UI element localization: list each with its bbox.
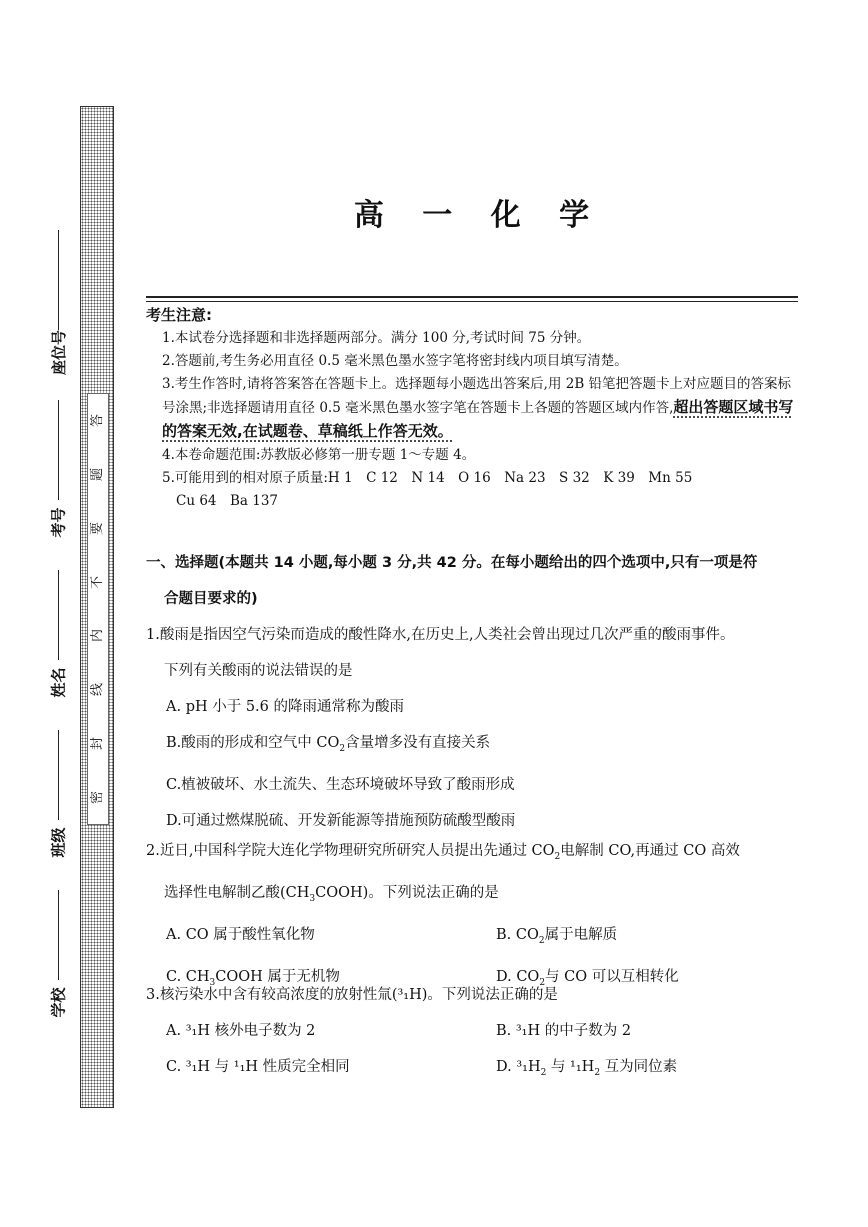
exam-notice bbox=[146, 304, 798, 513]
notice-item-text: 3.考生作答时,请将答案答在答题卡上。选择题每小题选出答案后,用 2B 铅笔把答题卡上对应题目的答案标号涂黑;非选择题请用直径 0.5 毫米黑色墨水签字笔在答题卡上各题的答题区域内作答, bbox=[162, 376, 792, 416]
notice-item: 4.本卷命题范围:苏教版必修第一册专题 1～专题 4。 bbox=[162, 447, 476, 463]
option-c-text: C. CH bbox=[166, 968, 210, 985]
question-stem: 1.酸雨是指因空气污染而造成的酸性降水,在历史上,人类社会曾出现过几次严重的酸雨事件。 bbox=[146, 627, 735, 643]
subscript: 2 bbox=[538, 935, 545, 946]
question-stem: 3.核污染水中含有较高浓度的放射性氚(³₁H)。下列说法正确的是 bbox=[146, 987, 558, 1003]
option-row bbox=[146, 1013, 806, 1049]
seat-number-field[interactable] bbox=[38, 230, 78, 375]
seal-char: 不 bbox=[90, 575, 106, 589]
option-b-text: 含量增多没有直接关系 bbox=[345, 735, 491, 751]
seal-char: 线 bbox=[90, 683, 106, 697]
option-c[interactable]: C.植被破坏、水土流失、生态环境破坏导致了酸雨形成 bbox=[166, 776, 515, 793]
option-row bbox=[146, 1049, 806, 1091]
subscript: 2 bbox=[339, 743, 346, 754]
option-b-text: B. CO bbox=[496, 926, 539, 943]
notice-item: 5.可能用到的相对原子质量:H 1 C 12 N 14 O 16 Na 23 S 32 K 39 Mn 55 bbox=[162, 470, 693, 486]
stem-text: 2.近日,中国科学院大连化学物理研究所研究人员提出先通过 CO bbox=[146, 843, 555, 859]
option-c-text: COOH 属于无机物 bbox=[215, 968, 340, 985]
subscript: 2 bbox=[554, 851, 561, 862]
notice-item: 1.本试卷分选择题和非选择题两部分。满分 100 分,考试时间 75 分钟。 bbox=[162, 330, 591, 346]
option-d[interactable]: D.可通过燃煤脱硫、开发新能源等措施预防硫酸型酸雨 bbox=[166, 812, 516, 829]
exam-number-field[interactable] bbox=[38, 400, 78, 545]
section-heading-line: 合题目要求的) bbox=[164, 591, 258, 607]
name-label: 姓名 bbox=[49, 667, 68, 698]
page-title: 高 一 化 学 bbox=[353, 198, 604, 233]
option-d-text: 与 CO 可以互相转化 bbox=[545, 968, 679, 985]
option-d[interactable] bbox=[476, 1049, 806, 1091]
notice-item-emphasis: 超出答题区域书写的答案无效,在试题卷、草稿纸上作答无效。 bbox=[162, 398, 794, 440]
exam-number-label: 考号 bbox=[49, 507, 68, 538]
class-label: 班级 bbox=[49, 827, 68, 858]
option-b[interactable] bbox=[146, 725, 806, 767]
option-a[interactable]: A. ³₁H 核外电子数为 2 bbox=[166, 1023, 316, 1039]
notice-item: Cu 64 Ba 137 bbox=[176, 493, 279, 509]
seat-number-label: 座位号 bbox=[49, 329, 68, 376]
seal-char: 密 bbox=[90, 790, 106, 804]
notice-item: 2.答题前,考生务必用直径 0.5 毫米黑色墨水签字笔将密封线内项目填写清楚。 bbox=[162, 353, 628, 369]
subscript: 2 bbox=[539, 977, 546, 988]
divider bbox=[146, 301, 798, 302]
option-b[interactable] bbox=[476, 917, 806, 959]
class-field[interactable] bbox=[38, 730, 78, 865]
option-d-text: 互为同位素 bbox=[600, 1059, 678, 1075]
option-a[interactable]: A. pH 小于 5.6 的降雨通常称为酸雨 bbox=[166, 699, 405, 715]
option-a[interactable]: A. CO 属于酸性氧化物 bbox=[166, 926, 315, 943]
section-heading-line: 一、选择题(本题共 14 小题,每小题 3 分,共 42 分。在每小题给出的四个选项中,只有一项是符 bbox=[146, 555, 758, 571]
seal-line-notice bbox=[87, 393, 109, 825]
option-b-text: B.酸雨的形成和空气中 CO bbox=[166, 735, 340, 751]
option-b-text: 属于电解质 bbox=[544, 926, 618, 943]
subscript: 3 bbox=[209, 977, 216, 988]
stem-text: 电解制 CO,再通过 CO 高效 bbox=[560, 843, 740, 859]
seal-char: 题 bbox=[90, 468, 106, 482]
school-label: 学校 bbox=[49, 987, 68, 1018]
divider bbox=[146, 296, 798, 298]
seal-char: 答 bbox=[90, 414, 106, 428]
question-stem bbox=[146, 833, 806, 875]
stem-text: COOH)。下列说法正确的是 bbox=[315, 884, 499, 901]
question-stem: 下列有关酸雨的说法错误的是 bbox=[164, 663, 353, 679]
seal-char: 要 bbox=[90, 521, 106, 535]
option-d-text: D. CO bbox=[496, 968, 540, 985]
option-d-text: 与 ¹₁H bbox=[546, 1059, 595, 1075]
school-field[interactable] bbox=[38, 890, 78, 1025]
option-b[interactable]: B. ³₁H 的中子数为 2 bbox=[496, 1023, 632, 1039]
question-1 bbox=[146, 617, 806, 839]
subscript: 3 bbox=[309, 893, 316, 904]
question-stem bbox=[146, 875, 806, 917]
notice-heading: 考生注意: bbox=[146, 306, 212, 324]
stem-text: 选择性电解制乙酸(CH bbox=[164, 884, 310, 901]
question-3 bbox=[146, 977, 806, 1091]
seal-char: 内 bbox=[90, 629, 106, 643]
notice-item bbox=[146, 373, 798, 444]
question-2 bbox=[146, 833, 806, 1001]
seal-char: 封 bbox=[90, 736, 106, 750]
section-heading bbox=[146, 545, 806, 617]
side-fields bbox=[38, 200, 78, 1018]
subscript: 2 bbox=[540, 1067, 547, 1078]
option-c[interactable]: C. ³₁H 与 ¹₁H 性质完全相同 bbox=[166, 1059, 350, 1075]
subscript: 2 bbox=[594, 1067, 601, 1078]
option-d-text: D. ³₁H bbox=[496, 1059, 541, 1075]
name-field[interactable] bbox=[38, 570, 78, 705]
option-row bbox=[146, 917, 806, 959]
